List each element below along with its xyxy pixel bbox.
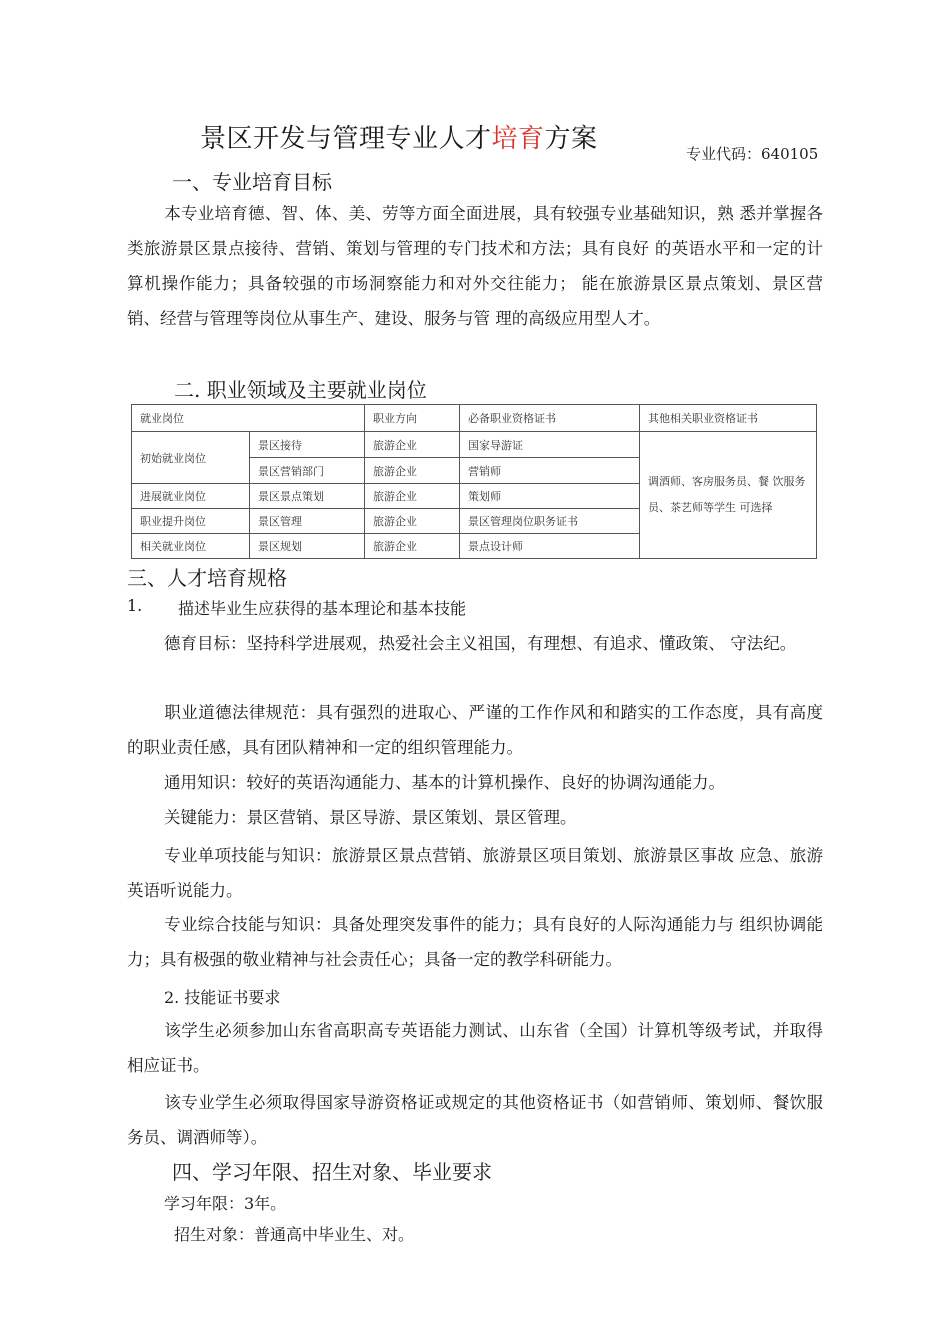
table-cell: 景区景点策划 bbox=[250, 484, 365, 509]
other-certs-cell: 调酒师、客房服务员、餐 饮服务员、茶艺师等学生 可选择 bbox=[640, 432, 817, 559]
table-cell: 策划师 bbox=[460, 484, 640, 509]
table-cell: 景区接待 bbox=[250, 432, 365, 458]
table-cell: 营销师 bbox=[460, 458, 640, 484]
table-cell: 旅游企业 bbox=[365, 509, 460, 534]
study-years: 学习年限：3年。 bbox=[164, 1194, 287, 1213]
table-header: 其他相关职业资格证书 bbox=[640, 405, 817, 432]
general-knowledge-paragraph: 通用知识：较好的英语沟通能力、基本的计算机操作、良好的协调沟通能力。 bbox=[164, 773, 725, 792]
table-cell: 相关就业岗位 bbox=[132, 534, 250, 559]
page-title: 景区开发与管理专业人才培育方案 bbox=[200, 124, 598, 154]
moral-goal-paragraph: 德育目标：坚持科学进展观，热爱社会主义祖国，有理想、有追求、懂政策、 守法纪。 bbox=[164, 634, 797, 653]
table-cell: 旅游企业 bbox=[365, 484, 460, 509]
cert-requirement-paragraph-1: 该学生必须参加山东省高职高专英语能力测试、山东省（全国）计算机等级考试，并取得相应证书。 bbox=[127, 1021, 823, 1075]
table-cell: 旅游企业 bbox=[365, 458, 460, 484]
section-4-heading: 四、学习年限、招生对象、毕业要求 bbox=[172, 1160, 492, 1184]
section-2-heading: 二. 职业领域及主要就业岗位 bbox=[174, 378, 427, 402]
item-1-text: 描述毕业生应获得的基本理论和基本技能 bbox=[178, 599, 467, 618]
career-table bbox=[131, 404, 817, 559]
section-3-heading: 三、人才培育规格 bbox=[127, 566, 287, 590]
table-cell: 进展就业岗位 bbox=[132, 484, 250, 509]
table-cell: 景区管理 bbox=[250, 509, 365, 534]
table-cell: 旅游企业 bbox=[365, 534, 460, 559]
table-cell: 景区规划 bbox=[250, 534, 365, 559]
cert-requirement-paragraph-2: 该专业学生必须取得国家导游资格证或规定的其他资格证书（如营销师、策划师、餐饮服务员、调酒师等）。 bbox=[127, 1093, 823, 1147]
table-cell: 初始就业岗位 bbox=[132, 432, 250, 484]
item-1-number: 1. bbox=[127, 596, 143, 615]
key-ability-paragraph: 关键能力：景区营销、景区导游、景区策划、景区管理。 bbox=[164, 808, 577, 827]
major-code: 专业代码：640105 bbox=[686, 145, 819, 163]
table-cell: 国家导游证 bbox=[460, 432, 640, 458]
single-skill-paragraph: 专业单项技能与知识：旅游景区景点营销、旅游景区项目策划、旅游景区事故 应急、旅游英语听说能力。 bbox=[127, 846, 823, 900]
comprehensive-skill-paragraph: 专业综合技能与知识：具备处理突发事件的能力；具有良好的人际沟通能力与 组织协调能力；具有极强的敬业精神与社会责任心；具备一定的教学科研能力。 bbox=[127, 915, 823, 969]
section-1-heading: 一、专业培育目标 bbox=[172, 170, 332, 194]
table-header: 职业方向 bbox=[365, 405, 460, 432]
table-cell: 景点设计师 bbox=[460, 534, 640, 559]
table-cell: 景区管理岗位职务证书 bbox=[460, 509, 640, 534]
table-row bbox=[132, 432, 817, 458]
table-cell: 旅游企业 bbox=[365, 432, 460, 458]
table-header: 就业岗位 bbox=[132, 405, 365, 432]
title-highlight: 培育 bbox=[491, 124, 545, 154]
enrollment-target: 招生对象：普通高中毕业生、对。 bbox=[174, 1225, 415, 1244]
section-1-body: 本专业培育德、智、体、美、劳等方面全面进展，具有较强专业基础知识，熟 悉并掌握各类旅游景区景点接待、营销、策划与管理的专门技术和方法；具有良好 的英语水平和一定的计算机操作能力；具备较强的市场洞察能力和对外交往能力； 能在旅游景区景点策划、景区营销、经营与管理等岗位从事生产、建设、服务与管 理的高级应用型人才。 bbox=[127, 204, 823, 328]
ethics-paragraph: 职业道德法律规范：具有强烈的进取心、严谨的工作作风和和踏实的工作态度，具有高度的职业责任感，具有团队精神和一定的组织管理能力。 bbox=[127, 703, 823, 757]
item-2-heading: 2. 技能证书要求 bbox=[164, 988, 281, 1007]
table-header: 必备职业资格证书 bbox=[460, 405, 640, 432]
table-cell: 职业提升岗位 bbox=[132, 509, 250, 534]
table-cell: 景区营销部门 bbox=[250, 458, 365, 484]
